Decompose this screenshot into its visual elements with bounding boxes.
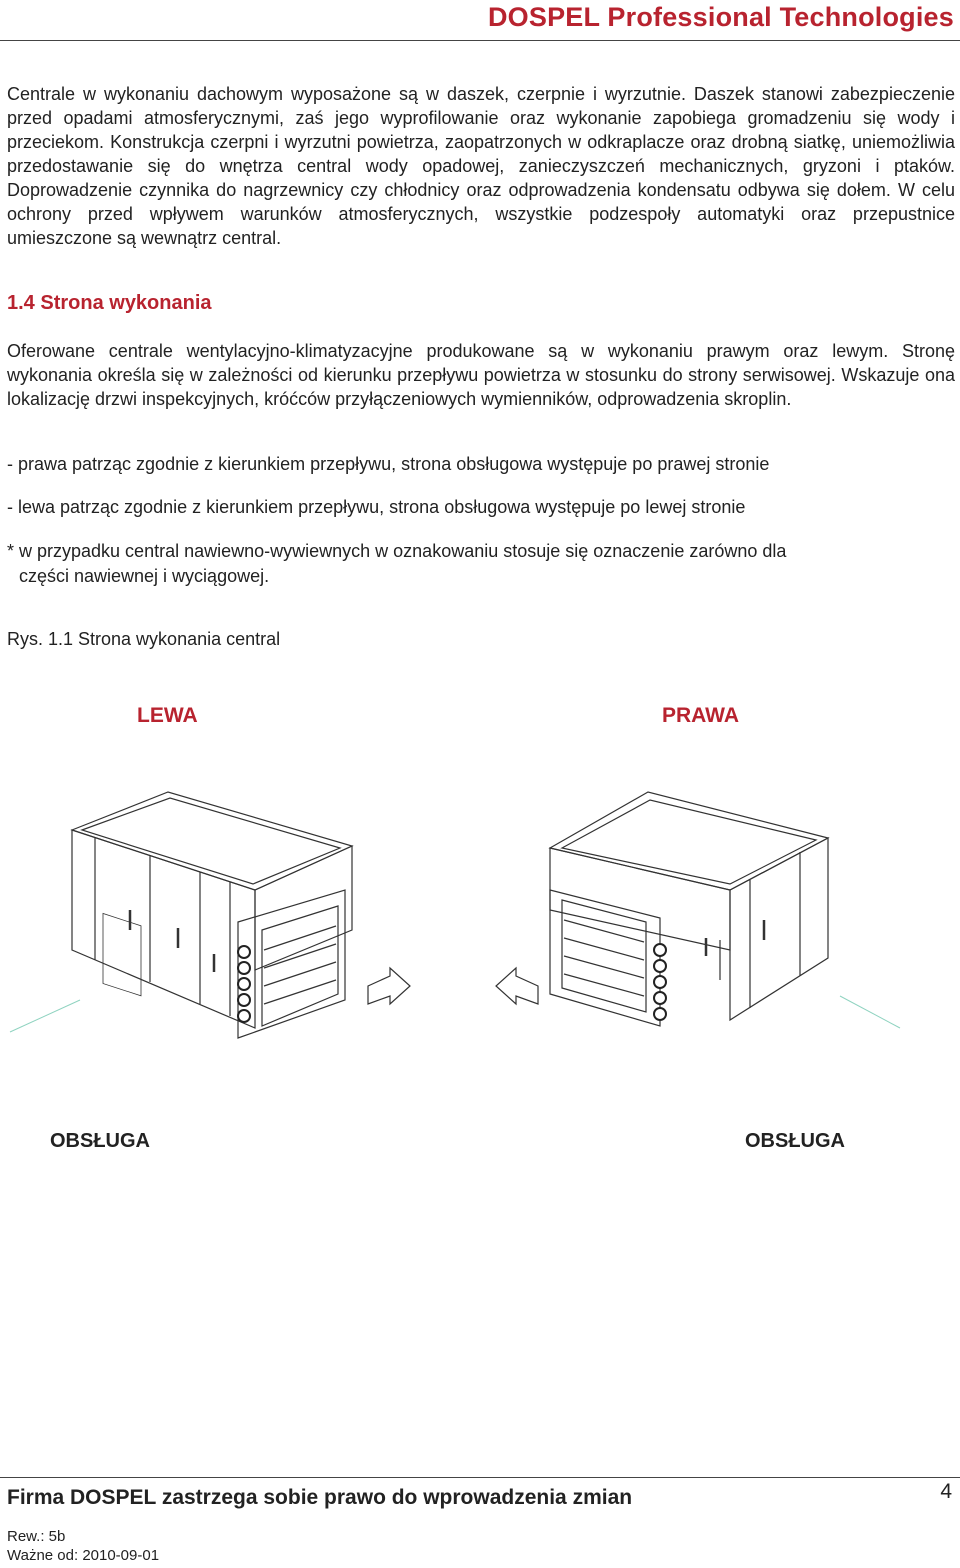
right-unit-front: [730, 838, 828, 1020]
page-number: 4: [940, 1480, 952, 1503]
left-unit-front: [72, 830, 255, 1028]
right-side-label: PRAWA: [662, 704, 740, 727]
right-service-guide: [840, 996, 900, 1028]
footer-divider: [0, 1477, 960, 1478]
section-heading: 1.4 Strona wykonania: [7, 292, 212, 314]
left-flow-arrow: [368, 968, 410, 1004]
description-paragraph: Oferowane centrale wentylacyjno-klimatyzacyjne produkowane są w wykonaniu prawym oraz lewym. Stronę wykonania określa się w zależności od kierunku przepływu powietrza w stosunku do strony serwisowej. Wskazuje ona lokalizację drzwi inspekcyjnych, króćców przyłączeniowych wymienników, odprowadzenia skroplin.: [7, 341, 955, 409]
note-line-1: * w przypadku central nawiewno-wywiewnych w oznakowaniu stosuje się oznaczenie zarówno dla: [7, 541, 787, 561]
intro-paragraph: Centrale w wykonaniu dachowym wyposażone są w daszek, czerpnie i wyrzutnie. Daszek stanowi zabezpieczenie przed opadami atmosferycznymi, zaś jego wyprofilowanie oraz wykonanie zapobiega gromadzeniu się wody i przeciekom. Konstrukcja czerpni i wyrzutni powietrza, zaopatrzonych w odkraplacze oraz drobną siatkę, uniemożliwia przedostawanie się do wnętrza central wody opadowej, zanieczyszczeń mechanicznych, gryzoni i ptaków. Doprowadzenie czynnika do nagrzewnicy czy chłodnicy oraz odprowadzenia kondensatu odbywa się dołem. W celu ochrony przed wpływem warunków atmosferycznych, wszystkie podzespoły automatyki oraz przepustnice umieszczone są wewnątrz central.: [7, 84, 955, 248]
figure-caption: Rys. 1.1 Strona wykonania central: [7, 629, 281, 649]
left-connectors: [238, 946, 250, 1022]
revision: Rew.: 5b: [7, 1528, 66, 1545]
left-unit-drawing: [0, 790, 430, 1050]
left-service-label: OBSŁUGA: [50, 1130, 150, 1152]
left-side-label: LEWA: [137, 704, 198, 727]
right-connectors: [654, 944, 666, 1020]
right-damper-block: [550, 890, 660, 1026]
valid-from: Ważne od: 2010-09-01: [7, 1547, 160, 1564]
right-flow-arrow: [496, 968, 538, 1004]
right-unit-drawing: [480, 790, 910, 1050]
footer-notice: Firma DOSPEL zastrzega sobie prawo do wprowadzenia zmian: [7, 1486, 633, 1509]
right-service-label: OBSŁUGA: [745, 1130, 845, 1152]
left-damper-block: [238, 890, 345, 1038]
list-item-left: - lewa patrząc zgodnie z kierunkiem przepływu, strona obsługowa występuje po lewej stronie: [7, 497, 746, 517]
header-title: DOSPEL Professional Technologies: [487, 2, 954, 32]
note-line-2: części nawiewnej i wyciągowej.: [19, 566, 270, 586]
left-service-guide: [10, 1000, 80, 1032]
header-divider: [0, 40, 960, 41]
list-item-right: - prawa patrząc zgodnie z kierunkiem przepływu, strona obsługowa występuje po prawej stronie: [7, 454, 770, 474]
